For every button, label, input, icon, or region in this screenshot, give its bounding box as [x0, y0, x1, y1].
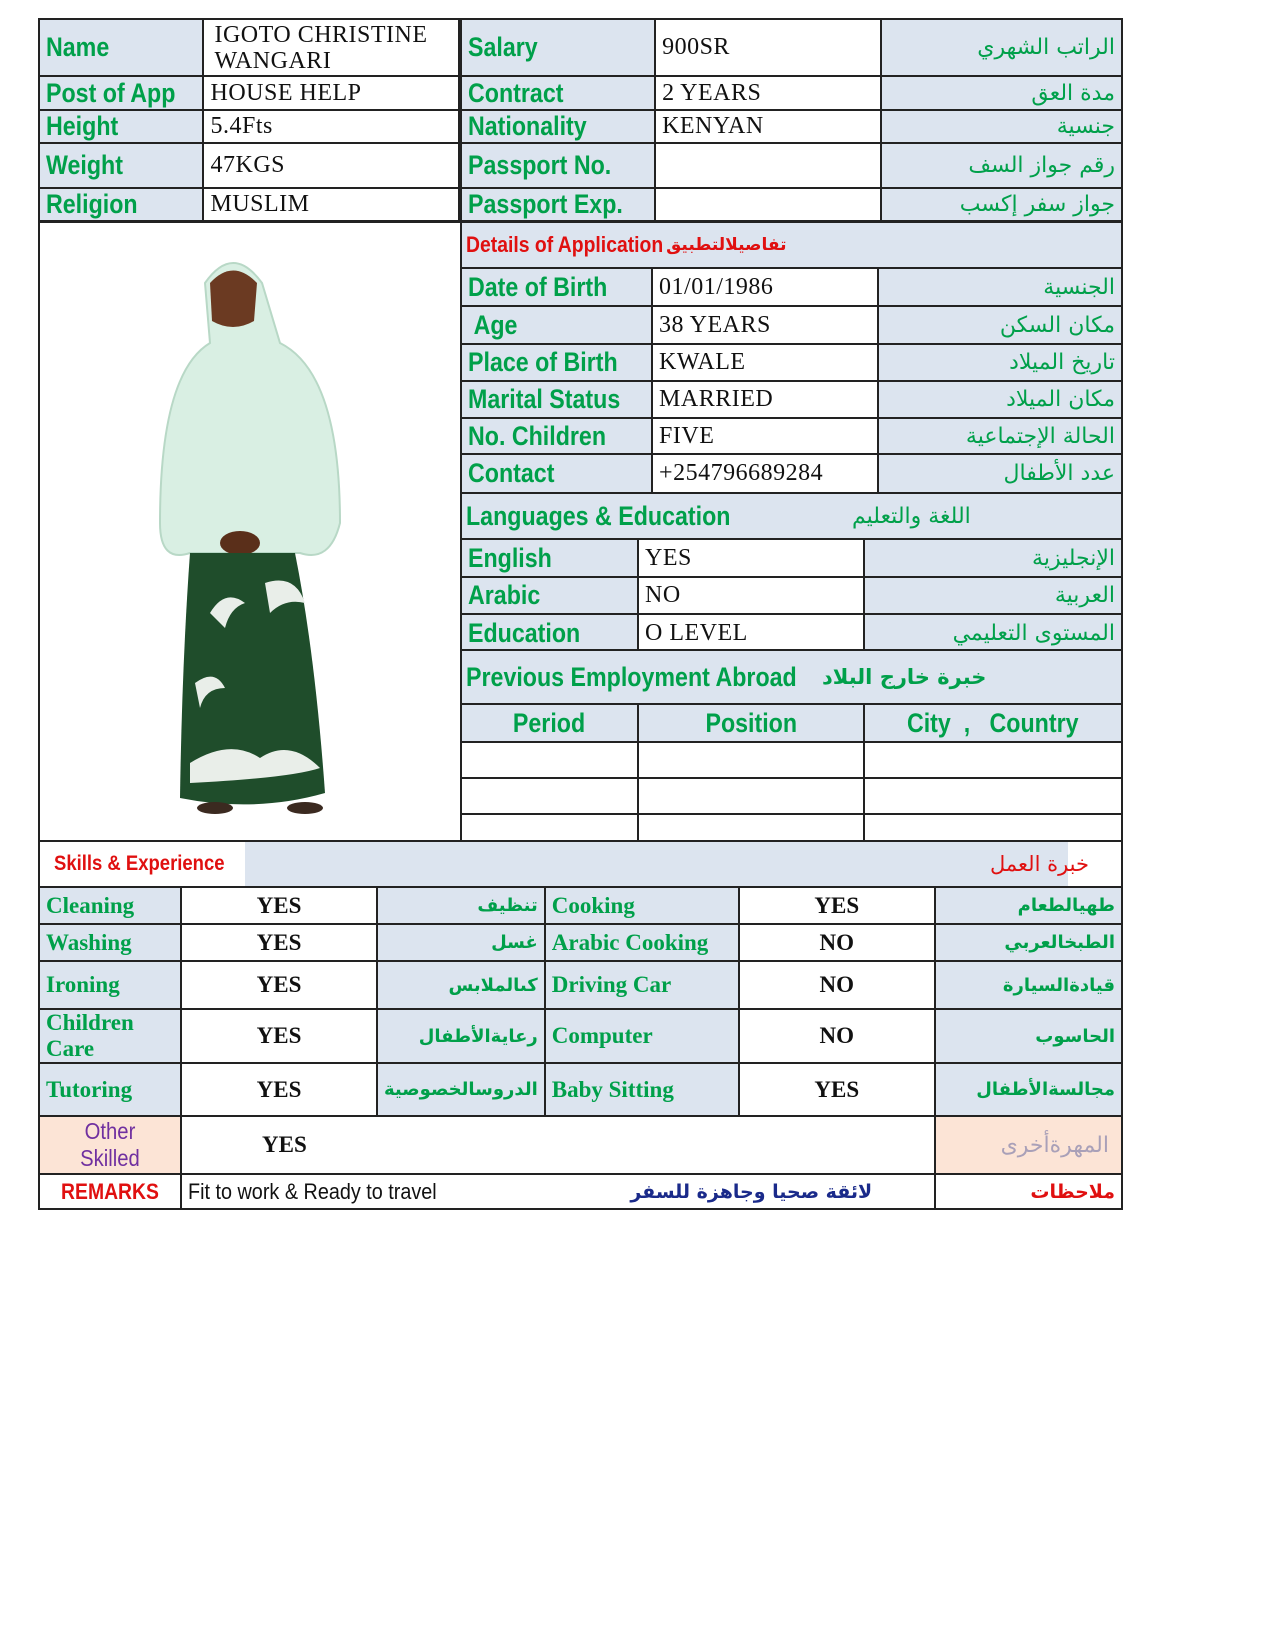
contact-ar: عدد الأطفال [1003, 461, 1115, 486]
dob-value-cell [652, 268, 878, 306]
skill-label-computer: Computer [551, 1023, 653, 1048]
languages-header [460, 492, 1123, 540]
contract-label: Contract [468, 77, 564, 108]
skill-value-ironing: YES [256, 972, 302, 997]
employment-row [461, 742, 1122, 778]
dob-label: Date of Birth [468, 271, 608, 302]
details-header [460, 221, 1123, 269]
arabic-value: NO [645, 582, 681, 608]
skill-value-driving: NO [819, 972, 854, 997]
skill-value-children-care: YES [256, 1023, 302, 1048]
applicant-photo-cell [38, 221, 462, 845]
pob-label-cell [461, 344, 652, 381]
other-skilled-ar: المهرةأخرى [1000, 1132, 1109, 1158]
children-value: FIVE [659, 422, 715, 449]
period-header: Period [513, 707, 586, 738]
post-label: Post of App [46, 77, 176, 108]
other-skilled-label: Other Skilled [80, 1118, 140, 1171]
salary-label: Salary [468, 32, 538, 62]
height-label: Height [46, 111, 119, 141]
skill-value-cooking: YES [814, 892, 860, 918]
skills-title-ar: خبرة العمل [990, 852, 1089, 876]
nationality-ar-cell [881, 110, 1122, 143]
skill-label-tutoring: Tutoring [46, 1076, 133, 1102]
skill-row-tutoring [39, 1063, 1122, 1116]
details-table [460, 267, 1123, 494]
dob-ar-cell [878, 268, 1122, 306]
age-label-cell [461, 306, 652, 344]
employment-header [460, 649, 1123, 705]
remarks-value-ar: لائقة صحيا وجاهزة للسفر [630, 1180, 873, 1203]
other-skilled-value: YES [262, 1132, 307, 1157]
name-value: IGOTO CHRISTINE WANGARI [214, 21, 428, 74]
city-header: City , Country [907, 707, 1079, 738]
age-label: Age [468, 309, 518, 340]
weight-label: Weight [46, 150, 123, 180]
details-title-ar: تفاصيلالتطبيق [666, 235, 787, 255]
skills-header [38, 840, 1123, 888]
skill-label-driving: Driving Car [551, 972, 672, 997]
education-label-cell [461, 614, 638, 652]
city-header-cell [864, 704, 1122, 742]
skill-row-washing [39, 924, 1122, 961]
salary-ar-cell [881, 19, 1122, 76]
employment-table [460, 703, 1123, 845]
education-value-cell [638, 614, 864, 652]
passport-label-cell [461, 143, 655, 188]
skill-label-washing: Washing [46, 929, 132, 955]
arabic-ar-cell [864, 577, 1122, 614]
passport-value-cell [655, 143, 881, 188]
skill-value-baby-sitting: YES [814, 1076, 860, 1102]
arabic-ar: العربية [1054, 583, 1115, 608]
skill-ar-ironing: كىالملابس [448, 974, 538, 996]
height-value-cell [203, 110, 459, 143]
religion-label: Religion [46, 189, 138, 219]
nationality-value: KENYAN [662, 113, 764, 139]
dob-value: 01/01/1986 [659, 273, 774, 300]
passport-exp-ar: جواز سفر إكسب [959, 192, 1115, 217]
contract-info-table [460, 18, 1123, 222]
skill-ar-tutoring: الدروسالخصوصية [384, 1079, 538, 1100]
nationality-label: Nationality [468, 111, 587, 141]
arabic-value-cell [638, 577, 864, 614]
dob-label-cell [461, 268, 652, 306]
skill-label-children-care: Children Care [46, 1010, 134, 1061]
skill-row-cleaning [39, 887, 1122, 924]
marital-label: Marital Status [468, 384, 621, 414]
salary-value-cell [655, 19, 881, 76]
skills-title: Skills & Experience [54, 852, 225, 875]
skill-ar-driving: قيادةالسيارة [1002, 974, 1115, 996]
skill-value-computer: NO [819, 1023, 854, 1048]
pob-ar-cell [878, 344, 1122, 381]
skill-label-cleaning: Cleaning [46, 892, 135, 918]
post-value: HOUSE HELP [210, 79, 362, 106]
marital-ar-cell [878, 381, 1122, 418]
weight-value: 47KGS [210, 152, 285, 178]
skills-table [38, 886, 1123, 1210]
remarks-label: REMARKS [61, 1178, 159, 1204]
pob-value-cell [652, 344, 878, 381]
arabic-label-cell [461, 577, 638, 614]
applicant-photo [40, 223, 460, 843]
english-ar-cell [864, 539, 1122, 577]
nationality-label-cell [461, 110, 655, 143]
name-value-cell [203, 19, 459, 76]
skill-value-arabic-cooking: NO [819, 929, 854, 955]
dob-ar: الجنسية [1043, 274, 1115, 300]
children-ar: الحالة الإجتماعية [965, 423, 1115, 449]
skill-label-ironing: Ironing [46, 972, 120, 997]
employment-title: Previous Employment Abroad [466, 661, 797, 692]
pob-label: Place of Birth [468, 347, 618, 377]
employment-row [461, 778, 1122, 814]
post-value-cell [203, 76, 459, 110]
skill-row-children-care [39, 1009, 1122, 1063]
marital-value-cell [652, 381, 878, 418]
religion-value-cell [203, 188, 459, 221]
skill-ar-cleaning: تنظيف [477, 895, 538, 916]
english-value: YES [645, 544, 692, 571]
passport-ar-cell [881, 143, 1122, 188]
position-header-cell [638, 704, 864, 742]
contract-label-cell [461, 76, 655, 110]
languages-table [460, 538, 1123, 653]
pob-value: KWALE [659, 349, 746, 375]
post-label-cell [39, 76, 203, 110]
skill-value-tutoring: YES [256, 1076, 302, 1102]
position-header: Position [705, 707, 797, 738]
skill-ar-cooking: طهيالطعام [1017, 895, 1115, 916]
name-label-cell [39, 19, 203, 76]
age-ar: مكان السكن [999, 312, 1115, 338]
religion-label-cell [39, 188, 203, 221]
skill-ar-computer: الحاسوب [1035, 1025, 1115, 1047]
skill-row-ironing [39, 961, 1122, 1009]
marital-label-cell [461, 381, 652, 418]
religion-value: MUSLIM [210, 191, 310, 217]
children-label: No. Children [468, 420, 607, 451]
height-value: 5.4Fts [210, 113, 273, 139]
contact-ar-cell [878, 454, 1122, 493]
pob-ar: تاريخ الميلاد [1009, 350, 1115, 375]
education-value: O LEVEL [645, 619, 748, 646]
skill-ar-children-care: رعايةالأطفال [418, 1025, 538, 1047]
contract-value: 2 YEARS [662, 79, 762, 106]
skill-ar-washing: غسل [491, 932, 538, 953]
salary-value: 900SR [662, 34, 730, 60]
contract-ar: مدة العق [1031, 80, 1115, 106]
education-ar: المستوى التعليمي [952, 620, 1115, 646]
passport-label: Passport No. [468, 150, 612, 180]
arabic-label: Arabic [468, 580, 541, 610]
skill-ar-baby-sitting: مجالسةالأطفال [976, 1079, 1115, 1100]
skill-value-cleaning: YES [256, 892, 302, 918]
skill-row-other [39, 1116, 1122, 1174]
skill-label-baby-sitting: Baby Sitting [551, 1076, 674, 1102]
employment-title-ar: خبرة خارج البلاد [822, 665, 987, 689]
weight-value-cell [203, 143, 459, 188]
salary-label-cell [461, 19, 655, 76]
details-title: Details of Application [466, 232, 664, 257]
remarks-row [39, 1174, 1122, 1209]
contact-label: Contact [468, 458, 555, 488]
nationality-ar: جنسية [1056, 114, 1115, 139]
contact-label-cell [461, 454, 652, 493]
passport-exp-label-cell [461, 188, 655, 221]
children-ar-cell [878, 418, 1122, 454]
education-label: Education [468, 617, 581, 648]
passport-exp-value-cell [655, 188, 881, 221]
children-value-cell [652, 418, 878, 454]
age-ar-cell [878, 306, 1122, 344]
skill-label-arabic-cooking: Arabic Cooking [551, 929, 709, 955]
english-ar: الإنجليزية [1032, 545, 1115, 571]
personal-info-table [38, 18, 460, 222]
remarks-value: Fit to work & Ready to travel [188, 1178, 437, 1204]
age-value: 38 YEARS [659, 311, 771, 338]
period-header-cell [461, 704, 638, 742]
salary-ar: الراتب الشهري [977, 35, 1115, 60]
skill-ar-arabic-cooking: الطبخالعربي [1004, 932, 1115, 953]
weight-label-cell [39, 143, 203, 188]
contact-value-cell [652, 454, 878, 493]
nationality-value-cell [655, 110, 881, 143]
contract-value-cell [655, 76, 881, 110]
english-label: English [468, 542, 552, 573]
marital-ar: مكان الميلاد [1006, 387, 1115, 412]
marital-value: MARRIED [659, 386, 774, 412]
education-ar-cell [864, 614, 1122, 652]
english-label-cell [461, 539, 638, 577]
contact-value: +254796689284 [659, 460, 824, 486]
children-label-cell [461, 418, 652, 454]
height-label-cell [39, 110, 203, 143]
remarks-label-ar: ملاحظات [1030, 1180, 1115, 1203]
skill-label-cooking: Cooking [551, 892, 635, 918]
languages-title: Languages & Education [466, 500, 731, 531]
age-value-cell [652, 306, 878, 344]
passport-exp-label: Passport Exp. [468, 189, 623, 219]
passport-ar: رقم جواز السف [968, 153, 1115, 178]
languages-title-ar: اللغة والتعليم [852, 503, 971, 529]
contract-ar-cell [881, 76, 1122, 110]
passport-exp-ar-cell [881, 188, 1122, 221]
name-label: Name [46, 32, 110, 62]
skill-value-washing: YES [256, 929, 302, 955]
english-value-cell [638, 539, 864, 577]
